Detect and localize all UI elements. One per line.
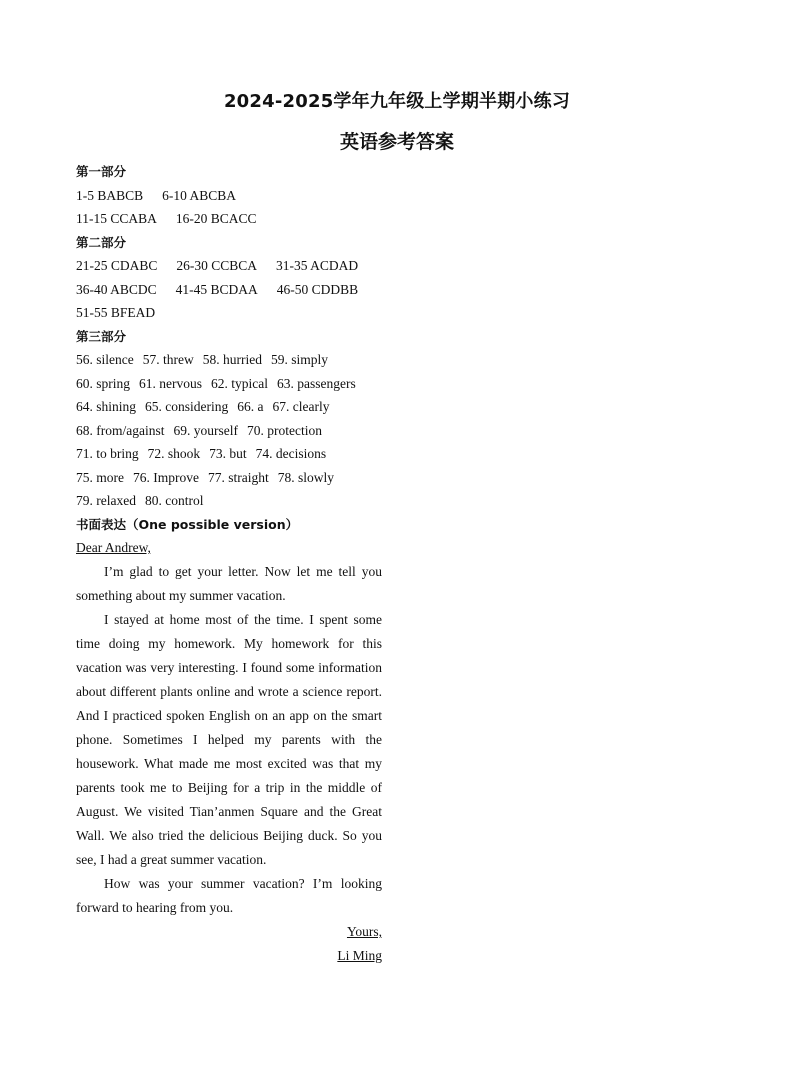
answer-item: 58. hurried [202, 352, 262, 367]
answer-item: 57. threw [142, 352, 194, 367]
answer-row [76, 489, 382, 513]
answer-row [76, 184, 382, 208]
answer-row [76, 254, 382, 278]
answer-row [76, 301, 382, 325]
letter-closing [76, 920, 382, 944]
answer-item: 78. slowly [277, 469, 334, 485]
part1-heading: 第一部分 [76, 164, 127, 179]
answer-row [76, 395, 382, 419]
letter-signature [76, 944, 382, 968]
letter-closing-text: Yours, [346, 924, 382, 939]
answer-item: 73. but [209, 446, 247, 461]
answer-item: 66. a [237, 399, 264, 414]
part2-heading: 第二部分 [76, 234, 127, 250]
page-title: 2024-2025学年九年级上学期半期小练习 [223, 91, 571, 112]
answer-item: 60. spring [76, 375, 130, 391]
answer-row [76, 207, 382, 231]
answer-item: 76. Improve [133, 469, 199, 485]
letter-paragraph: How was your summer vacation? I’m looking forward to hearing from you. [76, 876, 382, 915]
answer-row [76, 466, 382, 490]
answer-group: 11-15 CCABA [76, 211, 157, 226]
page-subtitle: 英语参考答案 [339, 131, 454, 153]
answer-item: 74. decisions [255, 446, 327, 461]
answer-group: 1-5 BABCB [76, 187, 144, 203]
answer-item: 69. yourself [173, 422, 238, 438]
answer-group: 31-35 ACDAD [276, 258, 359, 273]
answer-group: 26-30 CCBCA [176, 258, 258, 273]
answer-item: 71. to bring [76, 446, 139, 461]
answer-item: 61. nervous [139, 375, 202, 391]
answer-group: 36-40 ABCDC [76, 281, 157, 297]
answer-group: 46-50 CDDBB [276, 281, 359, 297]
answer-item: 59. simply [270, 352, 328, 367]
answer-item: 64. shining [76, 399, 137, 414]
answer-item: 75. more [76, 469, 124, 485]
answer-item: 77. straight [207, 469, 269, 485]
answer-group: 51-55 BFEAD [76, 305, 156, 320]
answer-item: 62. typical [211, 375, 268, 391]
answer-group: 41-45 BCDAA [175, 281, 258, 297]
answer-row [76, 372, 382, 396]
answer-row [76, 419, 382, 443]
letter-paragraph: I’m glad to get your letter. Now let me tell you something about my summer vacation. [76, 564, 382, 603]
answer-item: 67. clearly [272, 399, 330, 414]
answer-item: 68. from/against [76, 422, 165, 438]
letter-greeting: Dear Andrew, [76, 540, 151, 555]
answer-row [76, 278, 382, 302]
answer-item: 63. passengers [277, 375, 356, 391]
answer-item: 72. shook [147, 446, 201, 461]
letter-signature-text: Li Ming [337, 948, 382, 963]
answer-column [76, 160, 382, 968]
answer-row [76, 442, 382, 466]
answer-item: 65. considering [145, 399, 229, 414]
answer-item: 70. protection [246, 422, 322, 438]
answer-group: 6-10 ABCBA [162, 187, 237, 203]
answer-row [76, 348, 382, 372]
answer-item: 79. relaxed [76, 493, 136, 508]
letter-paragraph: I stayed at home most of the time. I spent some time doing my homework. My homework for this vacation was very interesting. I found some information about different plants online and wrote a science report. And I practiced spoken English on an app on the smart phone. Sometimes I helped my parents with the housework. What made me most excited was that my parents took me to Beijing for a trip in the middle of August. We visited Tian’anmen Square and the Great Wall. We also tried the delicious Beijing duck. So you see, I had a great summer vacation. [76, 612, 382, 867]
answer-group: 21-25 CDABC [76, 258, 158, 273]
answer-group: 16-20 BCACC [175, 211, 257, 226]
answer-item: 80. control [144, 493, 204, 508]
part3-heading: 第三部分 [76, 328, 127, 344]
answer-item: 56. silence [76, 352, 134, 367]
writing-heading: 书面表达（One possible version） [76, 516, 299, 532]
